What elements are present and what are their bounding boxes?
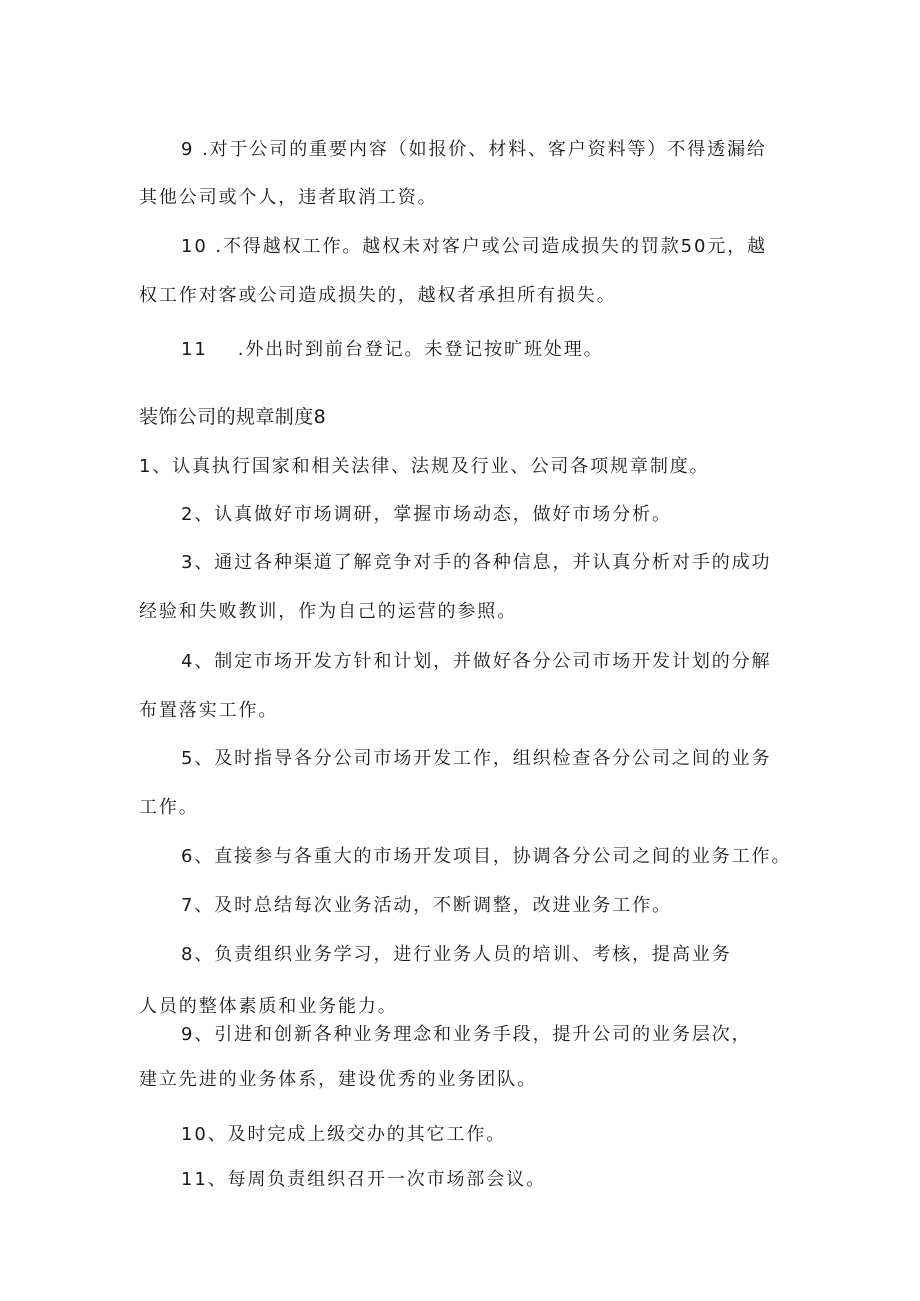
item-7: 7、及时总结每次业务活动，不断调整，改进业务工作。 [181,895,672,916]
rule-10-line-1 [181,235,767,259]
item-4-line-1: 4、制定市场开发方针和计划，并做好各分公司市场开发计划的分解 [181,651,772,672]
item-1: 1、认真执行国家和相关法律、法规及行业、公司各项规章制度。 [139,456,710,477]
item-8-line-1: 8、负责组织业务学习，进行业务人员的培训、考核，提高业务 [181,944,732,965]
item-4-line-2: 布置落实工作。 [139,700,279,721]
rule-10-line-2: 权工作对客或公司造成损失的，越权者承担所有损失。 [139,285,617,306]
item-3-line-2: 经验和失败教训，作为自己的运营的参照。 [139,601,518,622]
rule-number: 11 [181,339,208,360]
item-11: 11、每周负责组织召开一次市场部会议。 [181,1169,547,1190]
rule-number: 9 [181,139,195,160]
item-2: 2、认真做好市场调研，掌握市场动态，做好市场分析。 [181,504,672,525]
item-9-line-1: 9、引进和创新各种业务理念和业务手段，提升公司的业务层次， [181,1024,752,1045]
rule-text: .对于公司的重要内容（如报价、材料、客户资料等）不得透漏给 [194,139,767,160]
item-10: 10、及时完成上级交办的其它工作。 [181,1124,507,1145]
rule-text: .不得越权工作。越权未对客户或公司造成损失的罚款50元，越 [207,236,768,257]
rule-9-line-1 [181,138,767,162]
item-6: 6、直接参与各重大的市场开发项目，协调各分公司之间的业务工作。 [181,846,792,867]
item-8-line-2: 人员的整体素质和业务能力。 [139,996,398,1017]
rule-number: 10 [181,236,208,257]
item-3-line-1: 3、通过各种渠道了解竞争对手的各种信息，并认真分析对手的成功 [181,552,772,573]
item-5-line-1: 5、及时指导各分公司市场开发工作，组织检查各分公司之间的业务 [181,748,772,769]
section-title: 装饰公司的规章制度8 [139,406,327,428]
item-9-line-2: 建立先进的业务体系，建设优秀的业务团队。 [139,1069,537,1090]
rule-text: .外出时到前台登记。未登记按旷班处理。 [237,339,604,360]
rule-11-line-1 [181,338,604,362]
rule-9-line-2: 其他公司或个人，违者取消工资。 [139,187,438,208]
item-5-line-2: 工作。 [139,797,199,818]
